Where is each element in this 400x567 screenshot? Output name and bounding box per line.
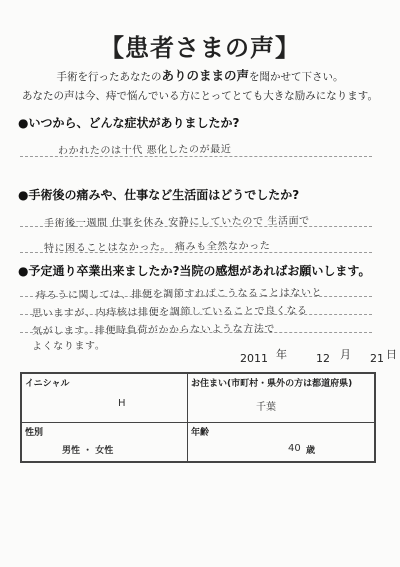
date-day-label: 日 — [386, 348, 397, 361]
date-month-label: 月 — [340, 348, 351, 361]
gender-options: 男性 ・ 女性 — [62, 446, 114, 456]
answer-3-line-1: 痔ろうに関しては、排便を調節すればこうなることはないと — [35, 287, 323, 302]
initial-value: H — [118, 398, 126, 409]
intro-line-1 — [0, 66, 400, 84]
answer-rule — [20, 296, 372, 298]
answer-2-line-2: 特に困ることはなかった。 痛みも全然なかった — [43, 240, 271, 255]
page-title: 【患者さまの声】 — [100, 34, 300, 62]
address-value: 千葉 — [256, 402, 276, 413]
age-label: 年齢 — [191, 428, 210, 438]
intro-line-1-pre: 手術を行ったあなたの — [56, 71, 162, 83]
date-year: 2011 — [240, 352, 268, 365]
date-month: 12 — [316, 352, 330, 365]
question-3-label: ●予定通り卒業出来ましたか?当院の感想があればお願いします。 — [18, 264, 371, 278]
age-value: 40 — [288, 443, 301, 454]
age-unit: 歳 — [306, 446, 316, 456]
intro-line-1-post: を聞かせて下さい。 — [249, 71, 344, 83]
gender-cell — [22, 423, 188, 462]
answer-1-line-1: わかれたのは十代 悪化したのが最近 — [57, 144, 232, 157]
date-year-label: 年 — [276, 348, 287, 361]
address-cell — [188, 374, 375, 423]
question-2-label: ●手術後の痛みや、仕事など生活面はどうでしたか? — [18, 188, 300, 202]
age-cell — [188, 423, 375, 462]
answer-rule — [20, 252, 372, 254]
intro-line-2: あなたの声は今、痔で悩んでいる方にとってとても大きな励みになります。 — [22, 90, 378, 102]
answer-rule — [20, 156, 372, 158]
answer-2-line-1: 手術後一週間 仕事を休み 安静にしていたので 生活面で — [43, 215, 310, 230]
intro-line-1-bold: ありのままの声 — [161, 68, 249, 83]
answer-3-line-4: よくなります。 — [31, 340, 106, 353]
gender-label: 性別 — [25, 428, 44, 438]
answer-3-line-3: 気がします。排便時負荷がかからないような方法で — [31, 323, 276, 338]
question-1-label: ●いつから、どんな症状がありましたか? — [18, 116, 240, 130]
date-day: 21 — [370, 352, 384, 365]
answer-rule — [20, 226, 372, 228]
answer-3-line-2: 思いますが、内痔核は排便を調節していることで良くなる — [31, 305, 308, 320]
answer-rule — [20, 332, 372, 334]
answer-rule — [20, 314, 372, 316]
address-label: お住まい(市町村・県外の方は都道府県) — [191, 379, 353, 389]
initial-label: イニシャル — [25, 379, 70, 389]
patient-info-form — [20, 372, 376, 463]
initial-cell — [22, 374, 188, 423]
